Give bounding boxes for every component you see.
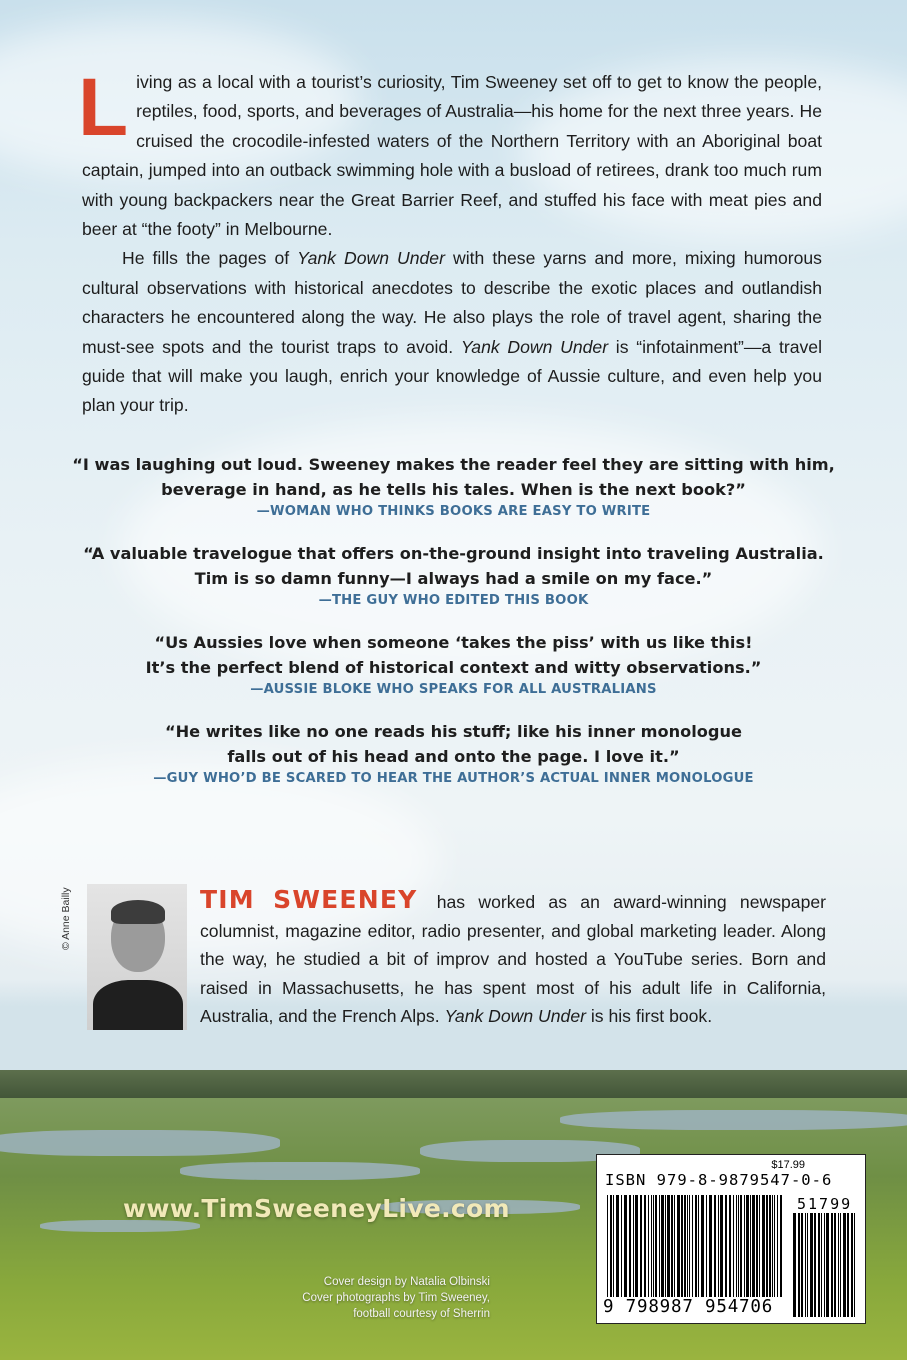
review-quote: “A valuable travelogue that offers on-the-ground insight into traveling Australia. Tim is so damn funny—I always had a smile on my face.” —THE GUY WHO EDITED THIS BOOK	[60, 541, 847, 608]
ean-number: 9 798987 954706	[603, 1297, 774, 1317]
review-quote: “I was laughing out loud. Sweeney makes the reader feel they are sitting with him, beverage in hand, as he tells his tales. When is the next book?” —WOMAN WHO THINKS BOOKS ARE EASY TO WRITE	[60, 452, 847, 519]
price-label: $17.99	[771, 1159, 805, 1171]
isbn-barcode	[596, 1154, 866, 1324]
book-title: Yank Down Under	[297, 248, 445, 269]
description-paragraph-2: He fills the pages of Yank Down Under with these yarns and more, mixing humorous cultural observations with historical anecdotes to describe the exotic places and outlandish characters he encountered along the way. He also plays the role of travel agent, sharing the must-see spots and the tourist traps to avoid. Yank Down Under is “infotainment”—a travel guide that will make you laugh, enrich your knowledge of Aussie culture, and even help you plan your trip.	[82, 248, 822, 416]
book-title: Yank Down Under	[460, 336, 609, 357]
addon-number: 51799	[797, 1195, 853, 1213]
review-quote: “Us Aussies love when someone ‘takes the piss’ with us like this! It’s the perfect blend of historical context and witty observations.” —AUSSIE BLOKE WHO SPEAKS FOR ALL AUSTRALIANS	[60, 630, 847, 697]
description-paragraph-1: Living as a local with a tourist’s curiosity, Tim Sweeney set off to get to know the people, reptiles, food, sports, and beverages of Australia—his home for the next three years. He cruised the crocodile-infested waters of the Northern Territory with an Aboriginal boat captain, jumped into an outback swimming hole with a busload of retirees, drank too much rum with young backpackers near the Great Barrier Reef, and stuffed his face with meat pies and beer at “the footy” in Melbourne.	[78, 62, 822, 240]
drop-cap: L	[78, 62, 129, 153]
review-quotes	[60, 452, 847, 808]
barcode-bars	[607, 1195, 783, 1297]
review-quote: “He writes like no one reads his stuff; like his inner monologue falls out of his head and onto the page. I love it.” —GUY WHO’D BE SCARED TO HEAR THE AUTHOR’S ACTUAL INNER MONOLOGUE	[60, 719, 847, 786]
author-name: TIM SWEENEY	[200, 885, 418, 914]
website-link[interactable]: www.TimSweeneyLive.com	[123, 1194, 510, 1223]
quote-attribution: —GUY WHO’D BE SCARED TO HEAR THE AUTHOR’S ACTUAL INNER MONOLOGUE	[153, 771, 754, 786]
isbn-number: ISBN 979-8-9879547-0-6	[605, 1171, 833, 1189]
quote-attribution: —THE GUY WHO EDITED THIS BOOK	[318, 593, 589, 608]
book-title: Yank Down Under	[444, 1006, 586, 1027]
design-credits: Cover design by Natalia Olbinski Cover photographs by Tim Sweeney, football courtesy of Sherrin	[302, 1276, 490, 1320]
quote-attribution: —WOMAN WHO THINKS BOOKS ARE EASY TO WRITE	[256, 504, 651, 519]
quote-attribution: —AUSSIE BLOKE WHO SPEAKS FOR ALL AUSTRALIANS	[250, 682, 657, 697]
addon-barcode-bars	[793, 1213, 859, 1317]
author-bio: TIM SWEENEY has worked as an award-winning newspaper columnist, magazine editor, radio presenter, and global marketing leader. Along the way, he studied a bit of improv and hosted a YouTube series. Born and raised in Massachusetts, he has spent most of his adult life in California, Australia, and the French Alps. Yank Down Under is his first book.	[200, 885, 827, 1027]
photo-credit: © Anne Bailly	[60, 887, 72, 950]
book-description	[78, 62, 822, 421]
author-photo	[87, 884, 187, 1030]
